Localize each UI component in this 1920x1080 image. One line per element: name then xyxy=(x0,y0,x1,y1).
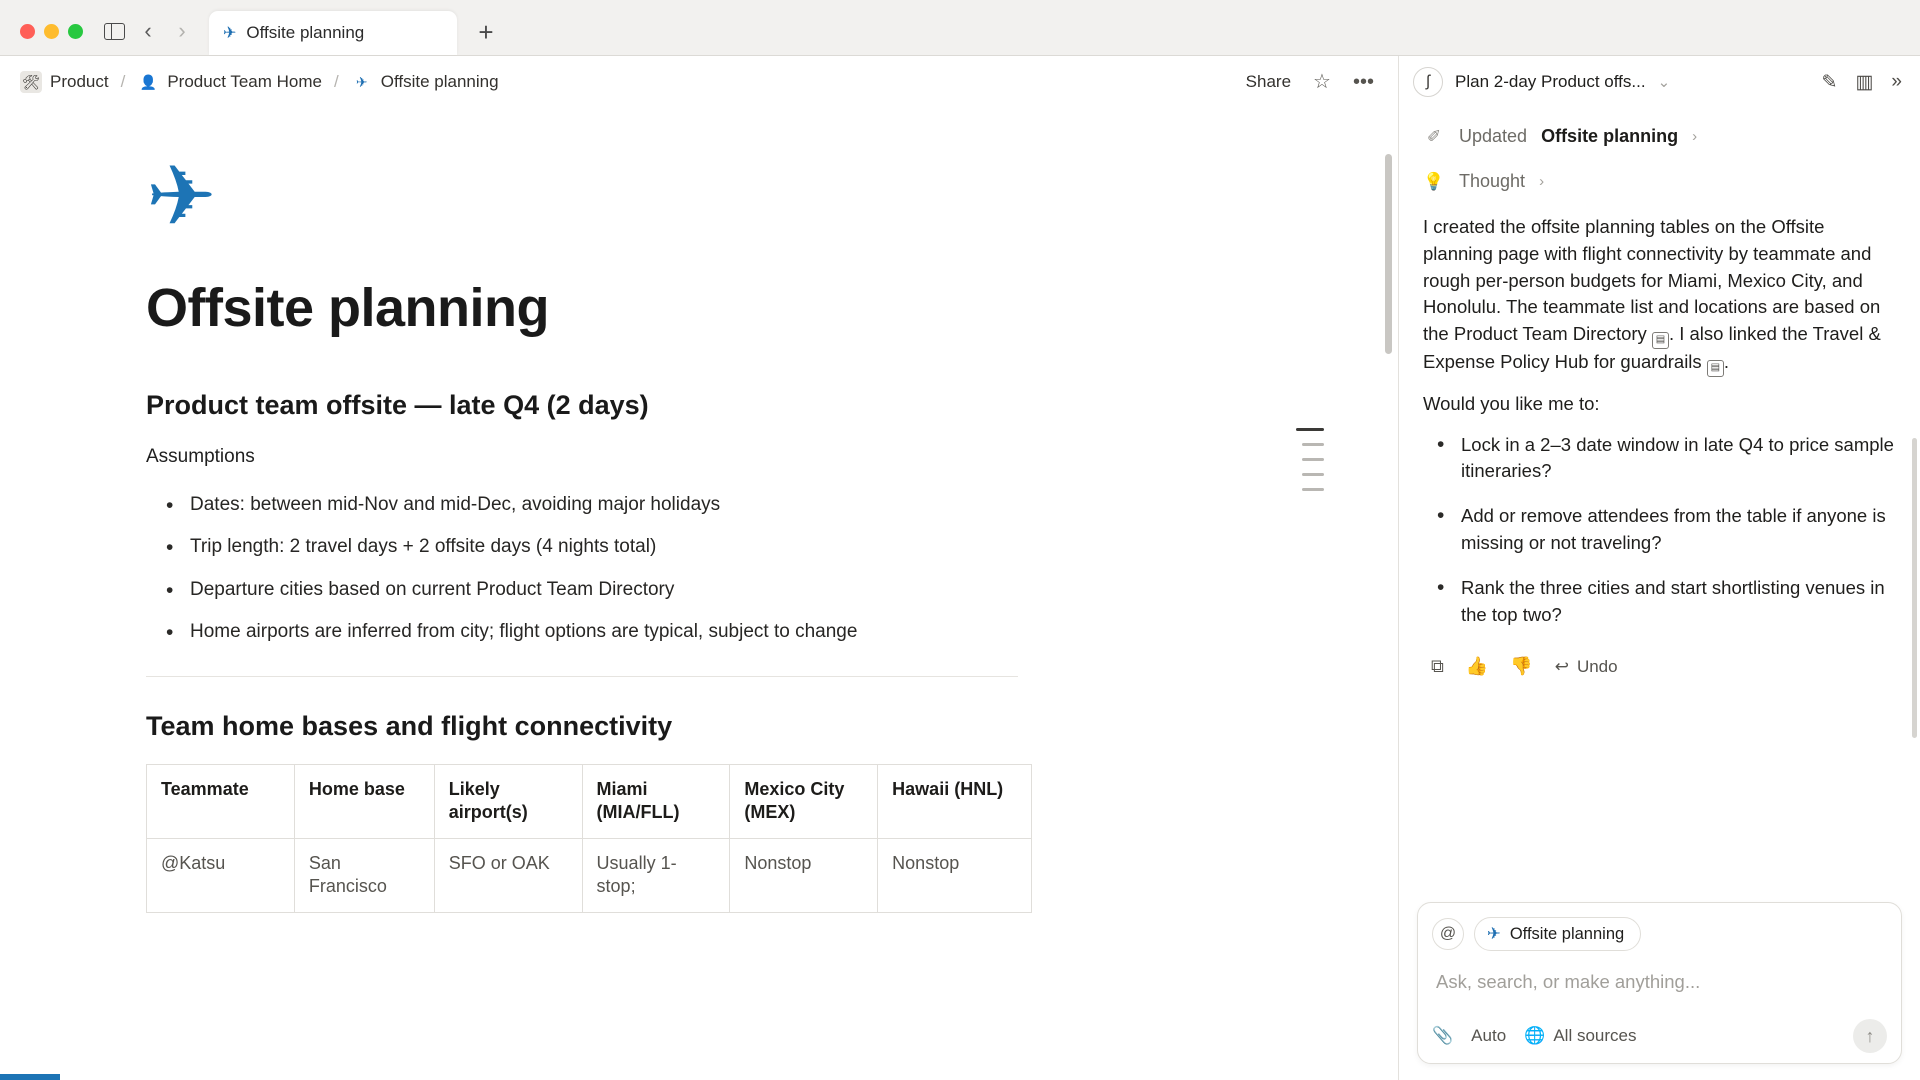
close-window-button[interactable] xyxy=(20,24,35,39)
new-tab-button[interactable] xyxy=(469,15,503,49)
tab-title: Offsite planning xyxy=(246,23,365,42)
browser-tab[interactable] xyxy=(209,11,457,55)
table-cell: San Francisco xyxy=(294,838,434,912)
breadcrumb xyxy=(20,71,499,93)
sidebar-toggle-icon[interactable] xyxy=(97,14,131,48)
context-chip-label: Offsite planning xyxy=(1509,924,1625,943)
breadcrumb-label: Product xyxy=(50,72,109,91)
share-button[interactable]: Share xyxy=(1245,72,1292,91)
maximize-window-button[interactable] xyxy=(68,24,83,39)
list-item: • Departure cities based on current Product Team Directory xyxy=(146,569,1100,612)
column-header: Likely airport(s) xyxy=(434,764,582,838)
column-header: Miami (MIA/FLL) xyxy=(582,764,730,838)
assistant-composer[interactable] xyxy=(1417,902,1902,1064)
compose-icon[interactable]: ✎ xyxy=(1821,71,1838,93)
trace-label: Thought xyxy=(1459,171,1526,191)
breadcrumb-item-product-team-home[interactable] xyxy=(137,71,322,93)
star-icon[interactable]: ☆ xyxy=(1313,71,1331,93)
assistant-message-followup: Would you like me to: xyxy=(1423,392,1600,414)
page-reference-icon[interactable]: ▤ xyxy=(1652,332,1669,349)
undo-label: Undo xyxy=(1576,656,1618,676)
page-reference-icon[interactable]: ▤ xyxy=(1707,360,1724,377)
window-controls[interactable] xyxy=(0,24,97,55)
list-item: • Rank the three cities and start shortlisting venues in the top two? xyxy=(1423,575,1896,647)
table-heading: Team home bases and flight connectivity xyxy=(146,710,673,741)
assistant-message-actions xyxy=(1423,646,1896,677)
document-scrollbar[interactable] xyxy=(1385,154,1392,354)
page-title[interactable]: Offsite planning xyxy=(146,278,549,338)
airplane-icon: ✈ xyxy=(355,73,368,90)
mention-button[interactable]: @ xyxy=(1432,918,1464,950)
breadcrumb-separator: / xyxy=(333,72,339,91)
table-row xyxy=(147,838,1032,912)
minimize-window-button[interactable] xyxy=(44,24,59,39)
document-body xyxy=(0,108,1100,913)
breadcrumb-label: Offsite planning xyxy=(380,72,499,91)
send-icon: ↑ xyxy=(1865,1025,1875,1046)
sources-selector[interactable] xyxy=(1524,1026,1636,1046)
breadcrumb-item-offsite-planning[interactable] xyxy=(351,71,499,93)
composer-context-row xyxy=(1432,917,1887,951)
assistant-conversation-title[interactable]: Plan 2-day Product offs... xyxy=(1455,72,1646,91)
assistant-message-text: I created the offsite planning tables on the Offsite planning page with flight connectivity by teammate and rough per-person budgets for Miami, Mexico City, and Honolulu. The teammate list and locations are based on the Product Team Directory xyxy=(1423,216,1881,345)
section-heading: Product team offsite — late Q4 (2 days) xyxy=(146,390,649,421)
chevron-down-icon[interactable]: ⌄ xyxy=(1657,74,1671,91)
context-chip-offsite-planning[interactable] xyxy=(1474,917,1641,951)
column-header: Hawaii (HNL) xyxy=(878,764,1032,838)
trace-label: Updated xyxy=(1459,126,1528,146)
undo-icon: ↩ xyxy=(1554,656,1569,676)
document-header xyxy=(0,56,1398,108)
mode-label: Auto xyxy=(1471,1026,1507,1045)
chevron-right-icon: › xyxy=(1539,173,1545,190)
divider xyxy=(146,676,1018,677)
breadcrumb-item-product[interactable] xyxy=(20,71,109,93)
undo-button[interactable] xyxy=(1555,657,1618,677)
list-item: • Add or remove attendees from the table if anyone is missing or not traveling? xyxy=(1423,503,1896,575)
column-header: Home base xyxy=(294,764,434,838)
document-scroll-area[interactable] xyxy=(0,108,1398,1080)
assistant-conversation[interactable] xyxy=(1399,108,1920,884)
document-pane xyxy=(0,56,1398,1080)
assistant-suggestions xyxy=(1423,432,1896,647)
page-accent-strip xyxy=(0,1074,60,1080)
table-cell: @Katsu xyxy=(147,838,295,912)
copy-icon[interactable]: ⧉ xyxy=(1431,656,1444,677)
composer-input[interactable]: Ask, search, or make anything... xyxy=(1436,971,1701,992)
list-item: • Home airports are inferred from city; flight options are typical, subject to change xyxy=(146,611,1100,654)
forward-chevron-icon: › xyxy=(178,18,186,43)
assistant-header xyxy=(1399,56,1920,108)
column-header: Mexico City (MEX) xyxy=(730,764,878,838)
sources-label: All sources xyxy=(1553,1026,1637,1045)
trace-row-thought[interactable] xyxy=(1423,159,1896,204)
table-cell: Nonstop xyxy=(730,838,878,912)
composer-footer xyxy=(1432,1015,1887,1053)
assistant-message-text: . xyxy=(1723,351,1729,372)
send-button[interactable] xyxy=(1853,1019,1887,1053)
globe-icon: 🌐 xyxy=(1524,1026,1546,1045)
lightbulb-icon: 💡 xyxy=(1423,171,1445,191)
assistant-scrollbar[interactable] xyxy=(1912,438,1917,738)
thumbs-down-icon[interactable]: 👎 xyxy=(1510,656,1533,677)
breadcrumb-label: Product Team Home xyxy=(167,72,322,91)
trace-row-updated[interactable] xyxy=(1423,114,1896,159)
more-options-icon[interactable]: ••• xyxy=(1352,71,1374,93)
list-item: • Lock in a 2–3 date window in late Q4 to price sample itineraries? xyxy=(1423,432,1896,504)
assistant-message-paragraph xyxy=(1423,214,1896,377)
hammer-icon: 🛠 xyxy=(20,71,42,93)
mode-selector[interactable] xyxy=(1471,1026,1506,1046)
assumptions-list xyxy=(146,484,1100,654)
column-header: Teammate xyxy=(147,764,295,838)
list-item: • Dates: between mid-Nov and mid-Dec, avoiding major holidays xyxy=(146,484,1100,527)
document-outline-marks[interactable] xyxy=(1296,428,1324,491)
airplane-icon: ✈ xyxy=(1487,925,1501,943)
browser-chrome xyxy=(0,0,1920,56)
list-item: • Trip length: 2 travel days + 2 offsite days (4 nights total) xyxy=(146,526,1100,569)
table-cell: Usually 1-stop; xyxy=(582,838,730,912)
assumptions-label: Assumptions xyxy=(146,446,255,468)
panel-layout-icon[interactable]: ▥ xyxy=(1855,71,1874,93)
expand-icon[interactable]: » xyxy=(1891,71,1902,92)
back-chevron-icon: ‹ xyxy=(144,18,152,43)
page-icon[interactable] xyxy=(146,149,1100,243)
flight-connectivity-table xyxy=(146,764,1032,913)
trace-target: Offsite planning xyxy=(1541,126,1679,146)
back-button[interactable] xyxy=(131,14,165,48)
pencil-icon: ✐ xyxy=(1426,126,1442,146)
paperclip-icon: 📎 xyxy=(1432,1026,1454,1045)
person-icon: 👤 xyxy=(139,73,158,90)
workspace xyxy=(0,56,1920,1080)
plus-icon: + xyxy=(478,16,494,47)
assistant-avatar-icon: ʃ xyxy=(1413,67,1443,97)
attach-button[interactable] xyxy=(1432,1026,1453,1046)
assistant-panel xyxy=(1398,56,1920,1080)
assistant-header-actions xyxy=(1822,71,1902,94)
breadcrumb-separator: / xyxy=(120,72,126,91)
airplane-icon: ✈ xyxy=(223,25,237,42)
thumbs-up-icon[interactable]: 👍 xyxy=(1465,656,1489,677)
table-cell: SFO or OAK xyxy=(434,838,582,912)
table-cell: Nonstop xyxy=(878,838,1032,912)
document-header-actions xyxy=(1246,72,1374,92)
chevron-right-icon: › xyxy=(1692,128,1698,145)
airplane-icon: ✈ xyxy=(146,149,217,243)
assistant-message xyxy=(1423,214,1896,646)
assistant-message-text: . I also linked the Travel & Expense Policy Hub for guardrails xyxy=(1423,323,1881,372)
table-header-row xyxy=(147,764,1032,838)
forward-button[interactable] xyxy=(165,14,199,48)
